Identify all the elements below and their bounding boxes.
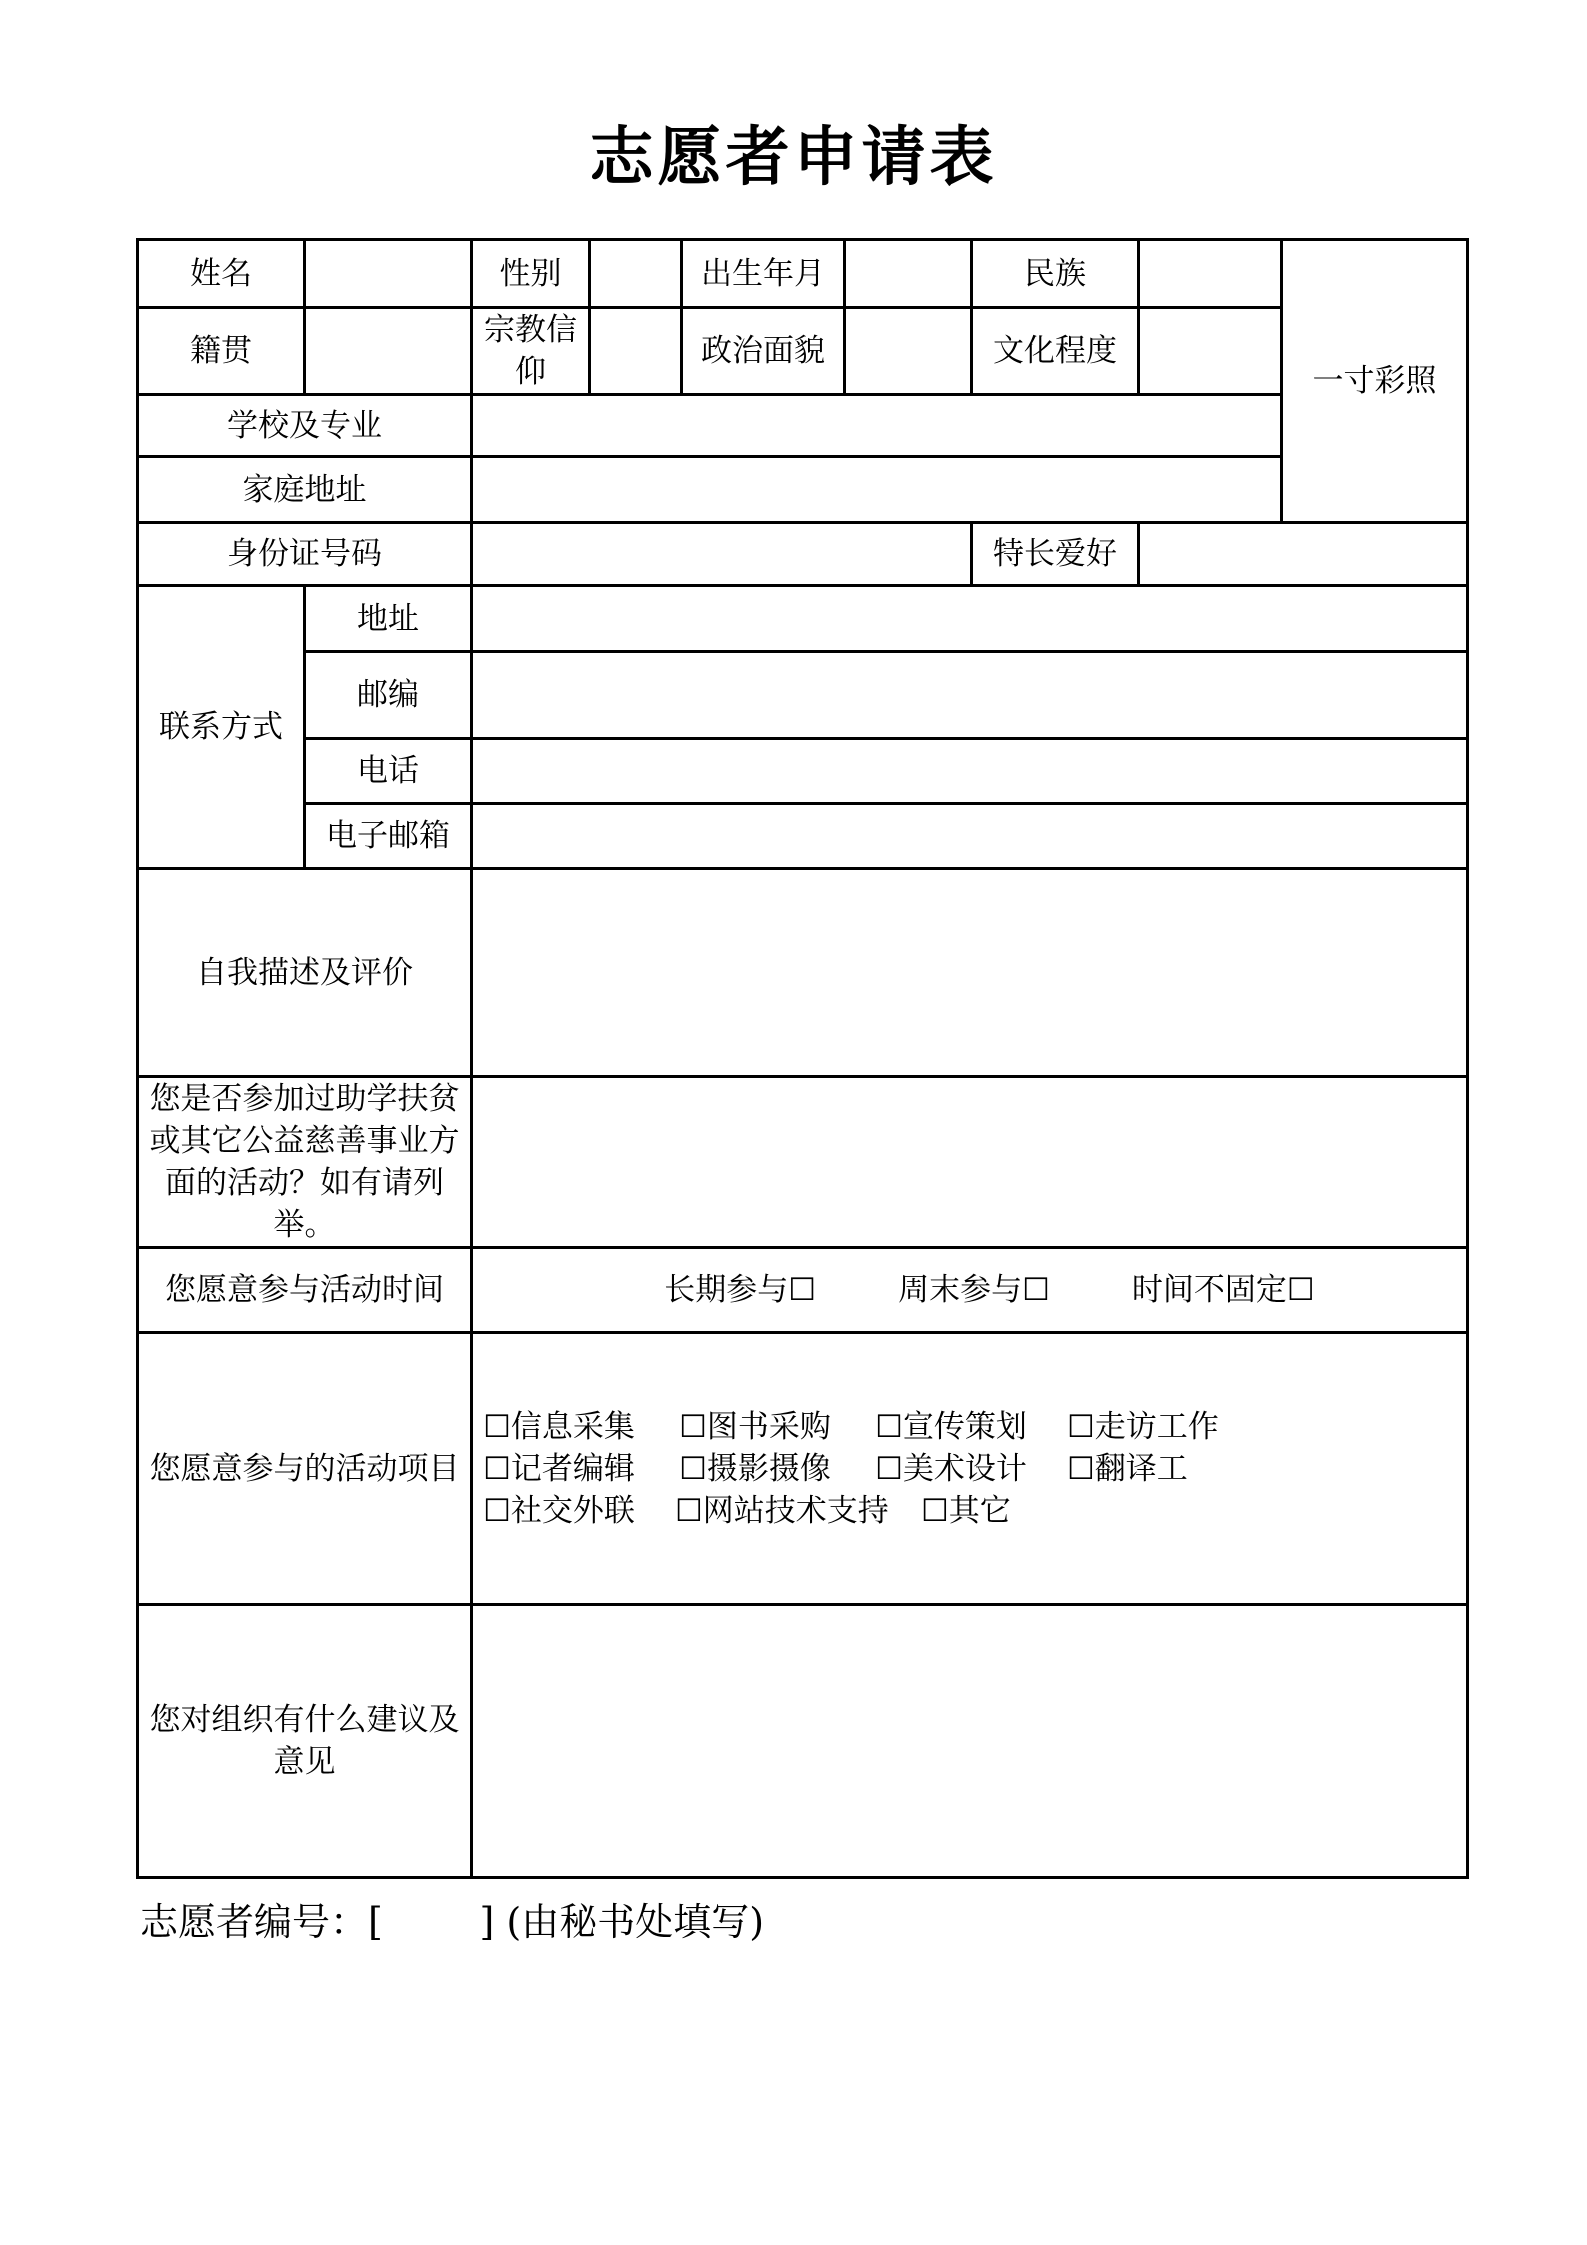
politics-field[interactable] bbox=[845, 308, 972, 395]
education-field[interactable] bbox=[1139, 308, 1282, 395]
activity-pref-label: 您愿意参与的活动项目 bbox=[138, 1333, 472, 1605]
address-label: 地址 bbox=[305, 586, 472, 652]
past-activities-label: 您是否参加过助学扶贫或其它公益慈善事业方面的活动？如有请列举。 bbox=[138, 1077, 472, 1248]
phone-field[interactable] bbox=[472, 739, 1468, 804]
hobby-label: 特长爱好 bbox=[972, 523, 1139, 586]
birth-field[interactable] bbox=[845, 240, 972, 308]
religion-field[interactable] bbox=[590, 308, 682, 395]
time-pref-options bbox=[472, 1248, 1468, 1333]
activity-option-web[interactable]: ☐网站技术支持 bbox=[675, 1492, 889, 1529]
activity-option-info[interactable]: ☐信息采集 bbox=[483, 1408, 635, 1445]
ethnicity-label: 民族 bbox=[972, 240, 1139, 308]
time-option-flexible[interactable]: 时间不固定☐ bbox=[1131, 1272, 1315, 1308]
school-field[interactable] bbox=[472, 395, 1282, 457]
application-form bbox=[136, 238, 1469, 1879]
activity-row bbox=[479, 1490, 1460, 1532]
postcode-field[interactable] bbox=[472, 652, 1468, 739]
school-label: 学校及专业 bbox=[138, 395, 472, 457]
ethnicity-field[interactable] bbox=[1139, 240, 1282, 308]
education-label: 文化程度 bbox=[972, 308, 1139, 395]
activity-option-design[interactable]: ☐美术设计 bbox=[875, 1450, 1027, 1487]
contact-label: 联系方式 bbox=[138, 586, 305, 869]
activity-option-outreach[interactable]: ☐社交外联 bbox=[483, 1492, 635, 1529]
email-label: 电子邮箱 bbox=[305, 804, 472, 869]
time-pref-label: 您愿意参与活动时间 bbox=[138, 1248, 472, 1333]
self-eval-field[interactable] bbox=[472, 869, 1468, 1077]
politics-label: 政治面貌 bbox=[682, 308, 845, 395]
activity-option-books[interactable]: ☐图书采购 bbox=[679, 1408, 831, 1445]
activity-pref-options bbox=[472, 1333, 1468, 1605]
time-option-weekend[interactable]: 周末参与☐ bbox=[898, 1272, 1050, 1308]
home-address-field[interactable] bbox=[472, 457, 1282, 523]
phone-label: 电话 bbox=[305, 739, 472, 804]
email-field[interactable] bbox=[472, 804, 1468, 869]
activity-row bbox=[479, 1448, 1460, 1490]
name-field[interactable] bbox=[305, 240, 472, 308]
activity-option-publicity[interactable]: ☐宣传策划 bbox=[875, 1408, 1027, 1445]
suggestions-field[interactable] bbox=[472, 1605, 1468, 1878]
activity-option-photo[interactable]: ☐摄影摄像 bbox=[679, 1450, 831, 1487]
address-field[interactable] bbox=[472, 586, 1468, 652]
activity-option-editor[interactable]: ☐记者编辑 bbox=[483, 1450, 635, 1487]
activity-option-translate[interactable]: ☐翻译工 bbox=[1067, 1450, 1188, 1487]
postcode-label: 邮编 bbox=[305, 652, 472, 739]
self-eval-label: 自我描述及评价 bbox=[138, 869, 472, 1077]
activity-option-visits[interactable]: ☐走访工作 bbox=[1067, 1408, 1219, 1445]
birth-label: 出生年月 bbox=[682, 240, 845, 308]
id-number-field[interactable] bbox=[472, 523, 972, 586]
activity-option-other[interactable]: ☐其它 bbox=[921, 1492, 1011, 1529]
photo-box[interactable]: 一寸彩照 bbox=[1282, 240, 1468, 523]
name-label: 姓名 bbox=[138, 240, 305, 308]
id-number-label: 身份证号码 bbox=[138, 523, 472, 586]
suggestions-label: 您对组织有什么建议及意见 bbox=[138, 1605, 472, 1878]
religion-label: 宗教信仰 bbox=[472, 308, 590, 395]
gender-field[interactable] bbox=[590, 240, 682, 308]
gender-label: 性别 bbox=[472, 240, 590, 308]
page-title: 志愿者申请表 bbox=[589, 120, 998, 195]
hobby-field[interactable] bbox=[1139, 523, 1468, 586]
activity-row bbox=[479, 1406, 1460, 1448]
origin-field[interactable] bbox=[305, 308, 472, 395]
volunteer-number-line: 志愿者编号：[ ] (由秘书处填写) bbox=[140, 1900, 765, 1944]
origin-label: 籍贯 bbox=[138, 308, 305, 395]
past-activities-field[interactable] bbox=[472, 1077, 1468, 1248]
home-address-label: 家庭地址 bbox=[138, 457, 472, 523]
time-option-longterm[interactable]: 长期参与☐ bbox=[664, 1272, 817, 1308]
